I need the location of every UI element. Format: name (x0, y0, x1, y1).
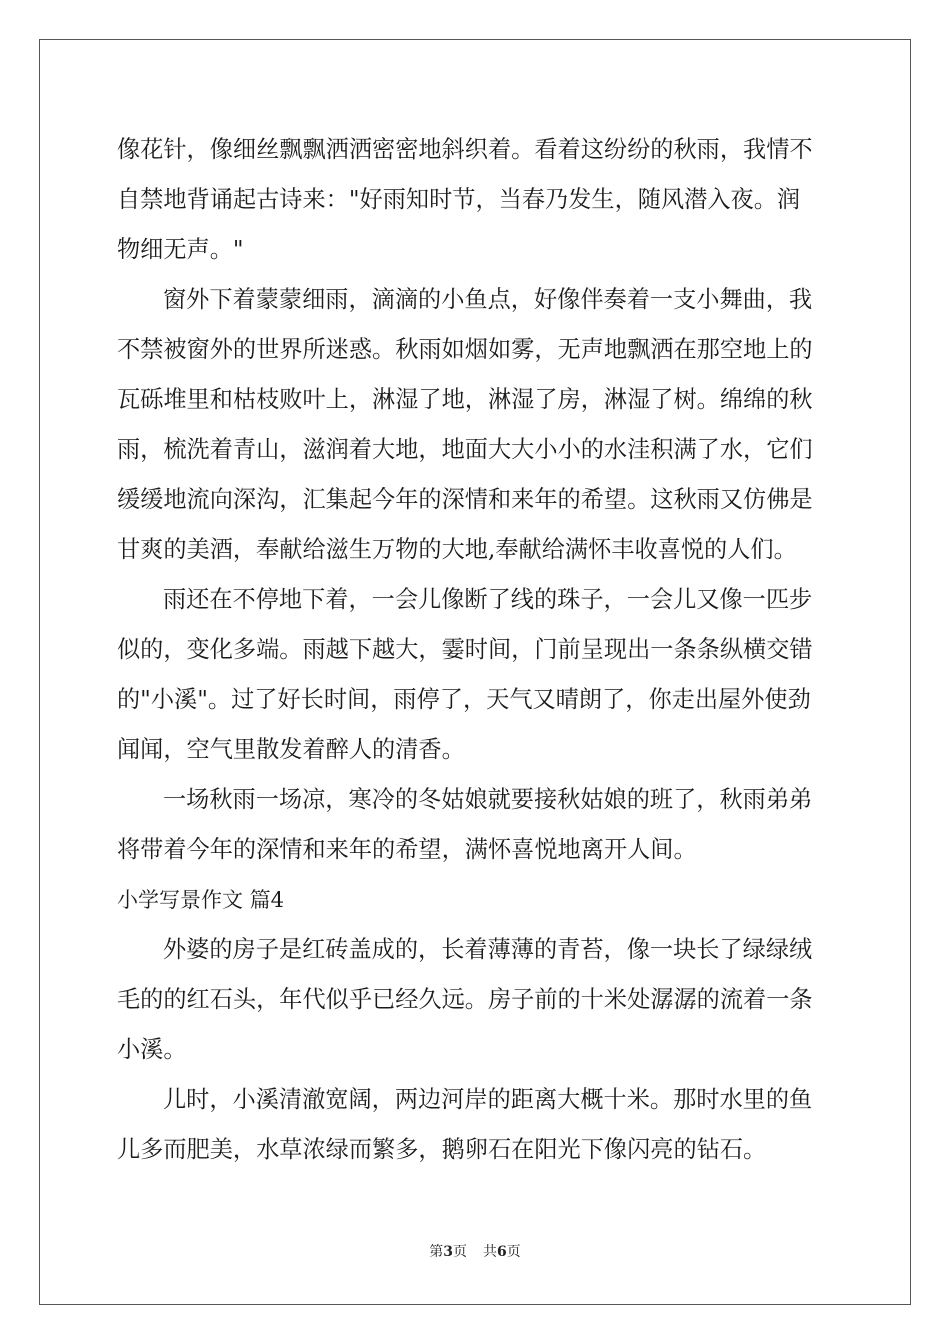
page-prefix: 第 (429, 1244, 444, 1260)
text-line: 瓦砾堆里和枯枝败叶上，淋湿了地，淋湿了房，淋湿了树。绵绵的秋 (117, 386, 813, 413)
page-suffix: 页 (453, 1244, 467, 1260)
heading-text: 小学写景作文 篇4 (117, 888, 285, 912)
text-line: 毛的的红石头，年代似乎已经久远。房子前的十米处潺潺的流着一条 (117, 986, 813, 1013)
text-line: 将带着今年的深情和来年的希望，满怀喜悦地离开人间。 (117, 836, 697, 863)
total-prefix: 共 (483, 1244, 497, 1260)
text-line: 小溪。 (117, 1036, 187, 1063)
text-line: 似的，变化多端。雨越下越大，霎时间，门前呈现出一条条纵横交错 (117, 636, 813, 663)
text-line: 物细无声。" (117, 236, 244, 263)
total-suffix: 页 (506, 1244, 521, 1260)
paragraph (117, 125, 837, 275)
text-line: 缓缓地流向深沟，汇集起今年的深情和来年的希望。这秋雨又仿佛是 (117, 486, 813, 513)
section-heading (117, 875, 837, 925)
text-line: 自禁地背诵起古诗来："好雨知时节，当春乃发生，随风潜入夜。润 (117, 186, 801, 213)
text-line: 一场秋雨一场凉，寒冷的冬姑娘就要接秋姑娘的班了，秋雨弟弟 (163, 786, 813, 813)
paragraph (117, 575, 837, 775)
text-line: 甘爽的美酒，奉献给滋生万物的大地,奉献给满怀丰收喜悦的人们。 (117, 536, 797, 563)
text-line: 雨还在不停地下着，一会儿像断了线的珠子，一会儿又像一匹步 (163, 586, 813, 613)
paragraph (117, 1075, 837, 1175)
text-line: 雨，梳洗着青山，滋润着大地，地面大大小小的水洼积满了水，它们 (117, 436, 813, 463)
document-body (117, 125, 837, 1175)
text-line: 儿多而肥美，水草浓绿而繁多，鹅卵石在阳光下像闪亮的钻石。 (117, 1136, 767, 1163)
page-current: 3 (443, 1244, 453, 1260)
text-line: 儿时，小溪清澈宽阔，两边河岸的距离大概十米。那时水里的鱼 (163, 1086, 813, 1113)
page-footer (0, 1242, 950, 1262)
paragraph (117, 775, 837, 875)
paragraph (117, 275, 837, 575)
page-total: 6 (497, 1244, 507, 1260)
text-line: 窗外下着蒙蒙细雨，滴滴的小鱼点，好像伴奏着一支小舞曲，我 (163, 286, 813, 313)
text-line: 不禁被窗外的世界所迷惑。秋雨如烟如雾，无声地飘洒在那空地上的 (117, 336, 813, 363)
text-line: 像花针，像细丝飘飘洒洒密密地斜织着。看着这纷纷的秋雨，我情不 (117, 136, 813, 163)
paragraph (117, 925, 837, 1075)
text-line: 外婆的房子是红砖盖成的，长着薄薄的青苔，像一块长了绿绿绒 (163, 936, 813, 963)
text-line: 的"小溪"。过了好长时间，雨停了，天气又晴朗了，你走出屋外使劲 (117, 686, 811, 713)
text-line: 闻闻，空气里散发着醉人的清香。 (117, 736, 465, 763)
